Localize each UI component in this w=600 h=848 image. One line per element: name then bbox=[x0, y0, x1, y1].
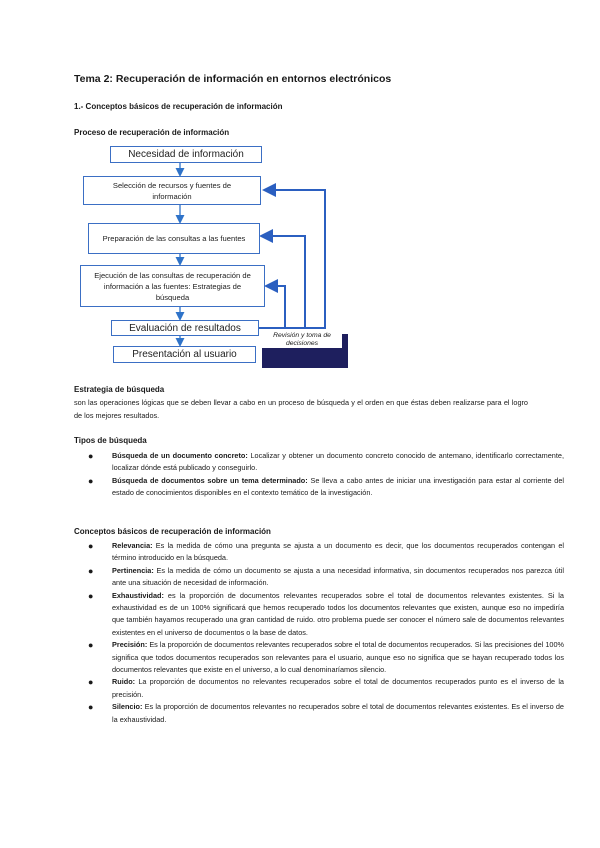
bullet-icon: ● bbox=[88, 565, 94, 576]
item-text: es la proporción de documentos relevantes recuperados sobre el total de documentos relevantes existentes. Si la exhaustividad es de un 100% significará que hemos recuperado todos los documentos relevantes que existen, aunque eso no impediría que también hayamos recuperado una gran cantidad de ruido. otro problema puede ser conocer el número sale de documentos relevantes existentes en el universo de documentos o la base de datos. bbox=[112, 590, 564, 637]
estrategia-heading: Estrategia de búsqueda bbox=[74, 385, 165, 394]
list-item bbox=[74, 676, 564, 701]
flow-box-evaluacion: Evaluación de resultados bbox=[111, 320, 259, 336]
item-term: Búsqueda de un documento concreto: bbox=[112, 451, 248, 460]
list-item bbox=[74, 565, 564, 590]
item-term: Pertinencia: bbox=[112, 565, 154, 575]
document-title: Tema 2: Recuperación de información en entornos electrónicos bbox=[74, 73, 392, 85]
list-item bbox=[74, 590, 564, 640]
item-term: Precisión: bbox=[112, 640, 148, 650]
conceptos-list bbox=[74, 540, 564, 726]
list-item bbox=[74, 639, 564, 676]
item-term: Relevancia: bbox=[112, 541, 153, 550]
item-text: La proporción de documentos no relevantes recuperados sobre el total de documentos recuperados punto es el inverso de la precisión. bbox=[112, 677, 564, 699]
item-text: Es la proporción de documentos relevantes no recuperados sobre el total de documentos relevantes existentes. Es el inverso de la exhaustividad. bbox=[112, 702, 564, 724]
estrategia-text: son las operaciones lógicas que se deben llevar a cabo en un proceso de búsqueda y el orden en que éstas deben realizarse para el logro de los mejores resultados. bbox=[74, 398, 528, 420]
flow-box-ejecucion: Ejecución de las consultas de recuperación de información a las fuentes: Estrategias de búsqueda bbox=[80, 265, 265, 307]
item-text: Es la proporción de documentos relevantes recuperados sobre el total de documentos recuperados. Si las precisiones del 100% significa que todos documentos recuperados son relevantes para el usuario, aunque eso no significa que se hayan recuperado todos los documentos relevantes que existe en el universo, a lo cual denominaríamos silencio. bbox=[112, 640, 564, 675]
bullet-icon: ● bbox=[88, 677, 94, 688]
flow-box-preparacion: Preparación de las consultas a las fuentes bbox=[88, 223, 260, 254]
tipos-list bbox=[74, 450, 564, 500]
item-text: Localizar y obtener un documento concreto conocido de antemano, identificarlo correctamente, localizar dónde está publicado y conseguirlo. bbox=[112, 451, 564, 473]
bullet-icon: ● bbox=[88, 451, 94, 461]
flow-box-necesidad: Necesidad de información bbox=[110, 146, 262, 163]
bullet-icon: ● bbox=[88, 702, 94, 713]
item-text: Es la medida de cómo una pregunta se ajusta a un documento es decir, que los documentos recuperados contengan el término introducido en la búsqueda. bbox=[112, 541, 564, 563]
bullet-icon: ● bbox=[88, 640, 94, 651]
list-item bbox=[74, 475, 564, 500]
bullet-icon: ● bbox=[88, 475, 94, 486]
bullet-icon: ● bbox=[88, 541, 94, 551]
list-item bbox=[74, 701, 564, 726]
bullet-icon: ● bbox=[88, 590, 94, 601]
process-heading: Proceso de recuperación de información bbox=[74, 128, 230, 137]
decision-label: Revisión y toma de decisiones bbox=[262, 332, 342, 348]
tipos-heading: Tipos de búsqueda bbox=[74, 436, 147, 445]
list-item bbox=[74, 450, 564, 475]
list-item bbox=[74, 540, 564, 565]
item-text: Se lleva a cabo antes de iniciar una investigación para estar al corriente del estado de conocimientos disponibles en el contexto temático de la investigación. bbox=[112, 475, 565, 498]
item-term: Búsqueda de documentos sobre un tema determinado: bbox=[112, 475, 308, 485]
item-term: Exhaustividad: bbox=[112, 590, 164, 600]
item-text: Es la medida de cómo un documento se ajusta a una necesidad informativa, sin documentos recuperados nos parezca útil ante una situación de necesidad de información. bbox=[112, 565, 564, 588]
item-term: Silencio: bbox=[112, 702, 143, 712]
flow-box-presentacion: Presentación al usuario bbox=[113, 346, 256, 363]
item-term: Ruido: bbox=[112, 677, 136, 687]
section-heading: 1.- Conceptos básicos de recuperación de información bbox=[74, 102, 283, 111]
flow-box-seleccion: Selección de recursos y fuentes de información bbox=[83, 176, 261, 205]
conceptos-heading: Conceptos básicos de recuperación de información bbox=[74, 527, 271, 536]
